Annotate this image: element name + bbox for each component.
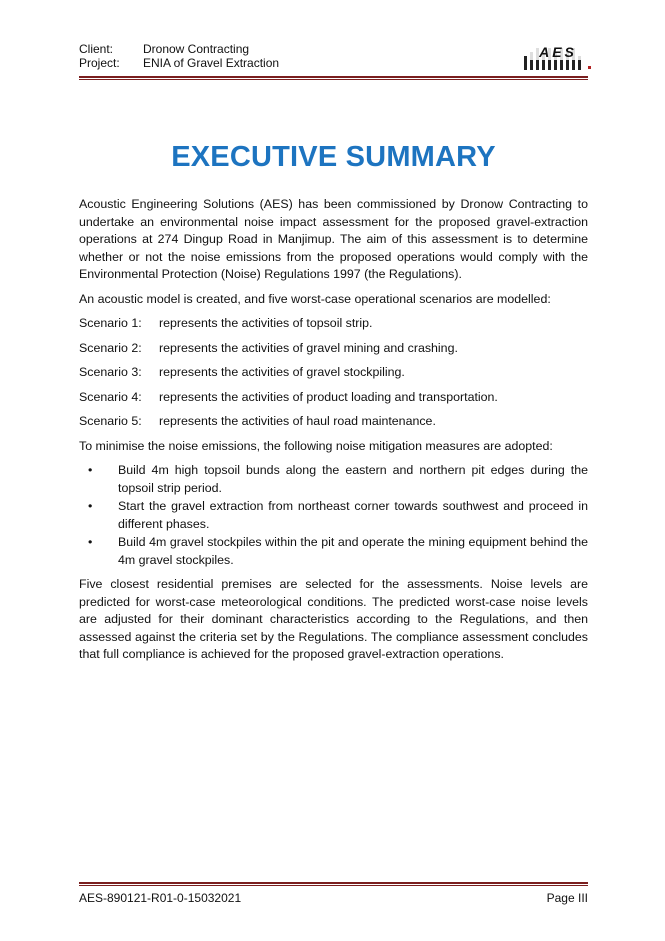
page-number: Page III	[546, 891, 588, 905]
list-item	[79, 534, 588, 569]
client-row	[79, 42, 249, 56]
bullet-text: Build 4m high topsoil bunds along the eastern and northern pit edges during the topsoil strip period.	[118, 463, 588, 495]
model-paragraph: An acoustic model is created, and five worst-case operational scenarios are modelled:	[79, 291, 551, 306]
scenario-label: Scenario 5:	[79, 414, 142, 428]
scenario-label: Scenario 2:	[79, 340, 142, 355]
scenario-item	[79, 340, 588, 358]
project-row	[79, 56, 279, 70]
page-title: EXECUTIVE SUMMARY	[171, 141, 496, 173]
scenario-label: Scenario 3:	[79, 365, 142, 379]
summary-body	[79, 196, 588, 671]
scenario-text: represents the activities of haul road maintenance.	[159, 414, 436, 428]
bullet-text: Build 4m gravel stockpiles within the pit and operate the mining equipment behind the 4m gravel stockpiles.	[118, 535, 588, 567]
document-id: AES-890121-R01-0-15032021	[79, 891, 242, 905]
logo-text: AES	[539, 44, 577, 60]
scenario-text: represents the activities of gravel mining and crashing.	[159, 340, 458, 355]
conclusion-paragraph: Five closest residential premises are selected for the assessments. Noise levels are predicted for worst-case meteorological conditions. The predicted worst-case noise levels are adjusted for their dominant characteristics according to the Regulations, and then assessed against the criteria set by the Regulations. The compliance assessment concludes that full compliance is achieved for the proposed gravel-extraction operations.	[79, 577, 588, 661]
aes-logo	[522, 42, 594, 72]
scenario-text: represents the activities of gravel stockpiling.	[159, 365, 405, 379]
footer-rule	[79, 882, 588, 884]
client-value: Dronow Contracting	[143, 42, 250, 56]
scenario-text: represents the activities of product loading and transportation.	[159, 389, 498, 404]
bullet-icon: •	[88, 463, 93, 477]
scenario-text: represents the activities of topsoil strip.	[159, 316, 373, 330]
list-item	[79, 462, 588, 497]
mitigation-list	[79, 462, 588, 569]
page-header	[79, 42, 588, 74]
mitigation-paragraph: To minimise the noise emissions, the following noise mitigation measures are adopted:	[79, 438, 553, 453]
scenario-label: Scenario 1:	[79, 316, 142, 330]
bullet-icon: •	[88, 535, 93, 549]
header-rule	[79, 76, 588, 78]
scenario-label: Scenario 4:	[79, 389, 142, 404]
scenario-item	[79, 315, 588, 333]
scenario-item	[79, 364, 588, 382]
intro-paragraph: Acoustic Engineering Solutions (AES) has been commissioned by Dronow Contracting to undertake an environmental noise impact assessment for the proposed gravel-extraction operations at 274 Dingup Road in Manjimup. The aim of this assessment is to determine whether or not the noise emissions from the proposed operations would comply with the Environmental Protection (Noise) Regulations 1997 (the Regulations).	[79, 197, 588, 281]
list-item	[79, 498, 588, 533]
bullet-text: Start the gravel extraction from northeast corner towards southwest and proceed in different phases.	[118, 499, 588, 531]
footer-rule-thin	[79, 885, 588, 886]
project-label: Project:	[79, 56, 120, 70]
client-label: Client:	[79, 42, 114, 56]
scenario-item	[79, 413, 588, 431]
header-rule-thin	[79, 79, 588, 80]
bullet-icon: •	[88, 499, 93, 513]
scenario-item	[79, 389, 588, 407]
project-value: ENIA of Gravel Extraction	[143, 56, 280, 70]
